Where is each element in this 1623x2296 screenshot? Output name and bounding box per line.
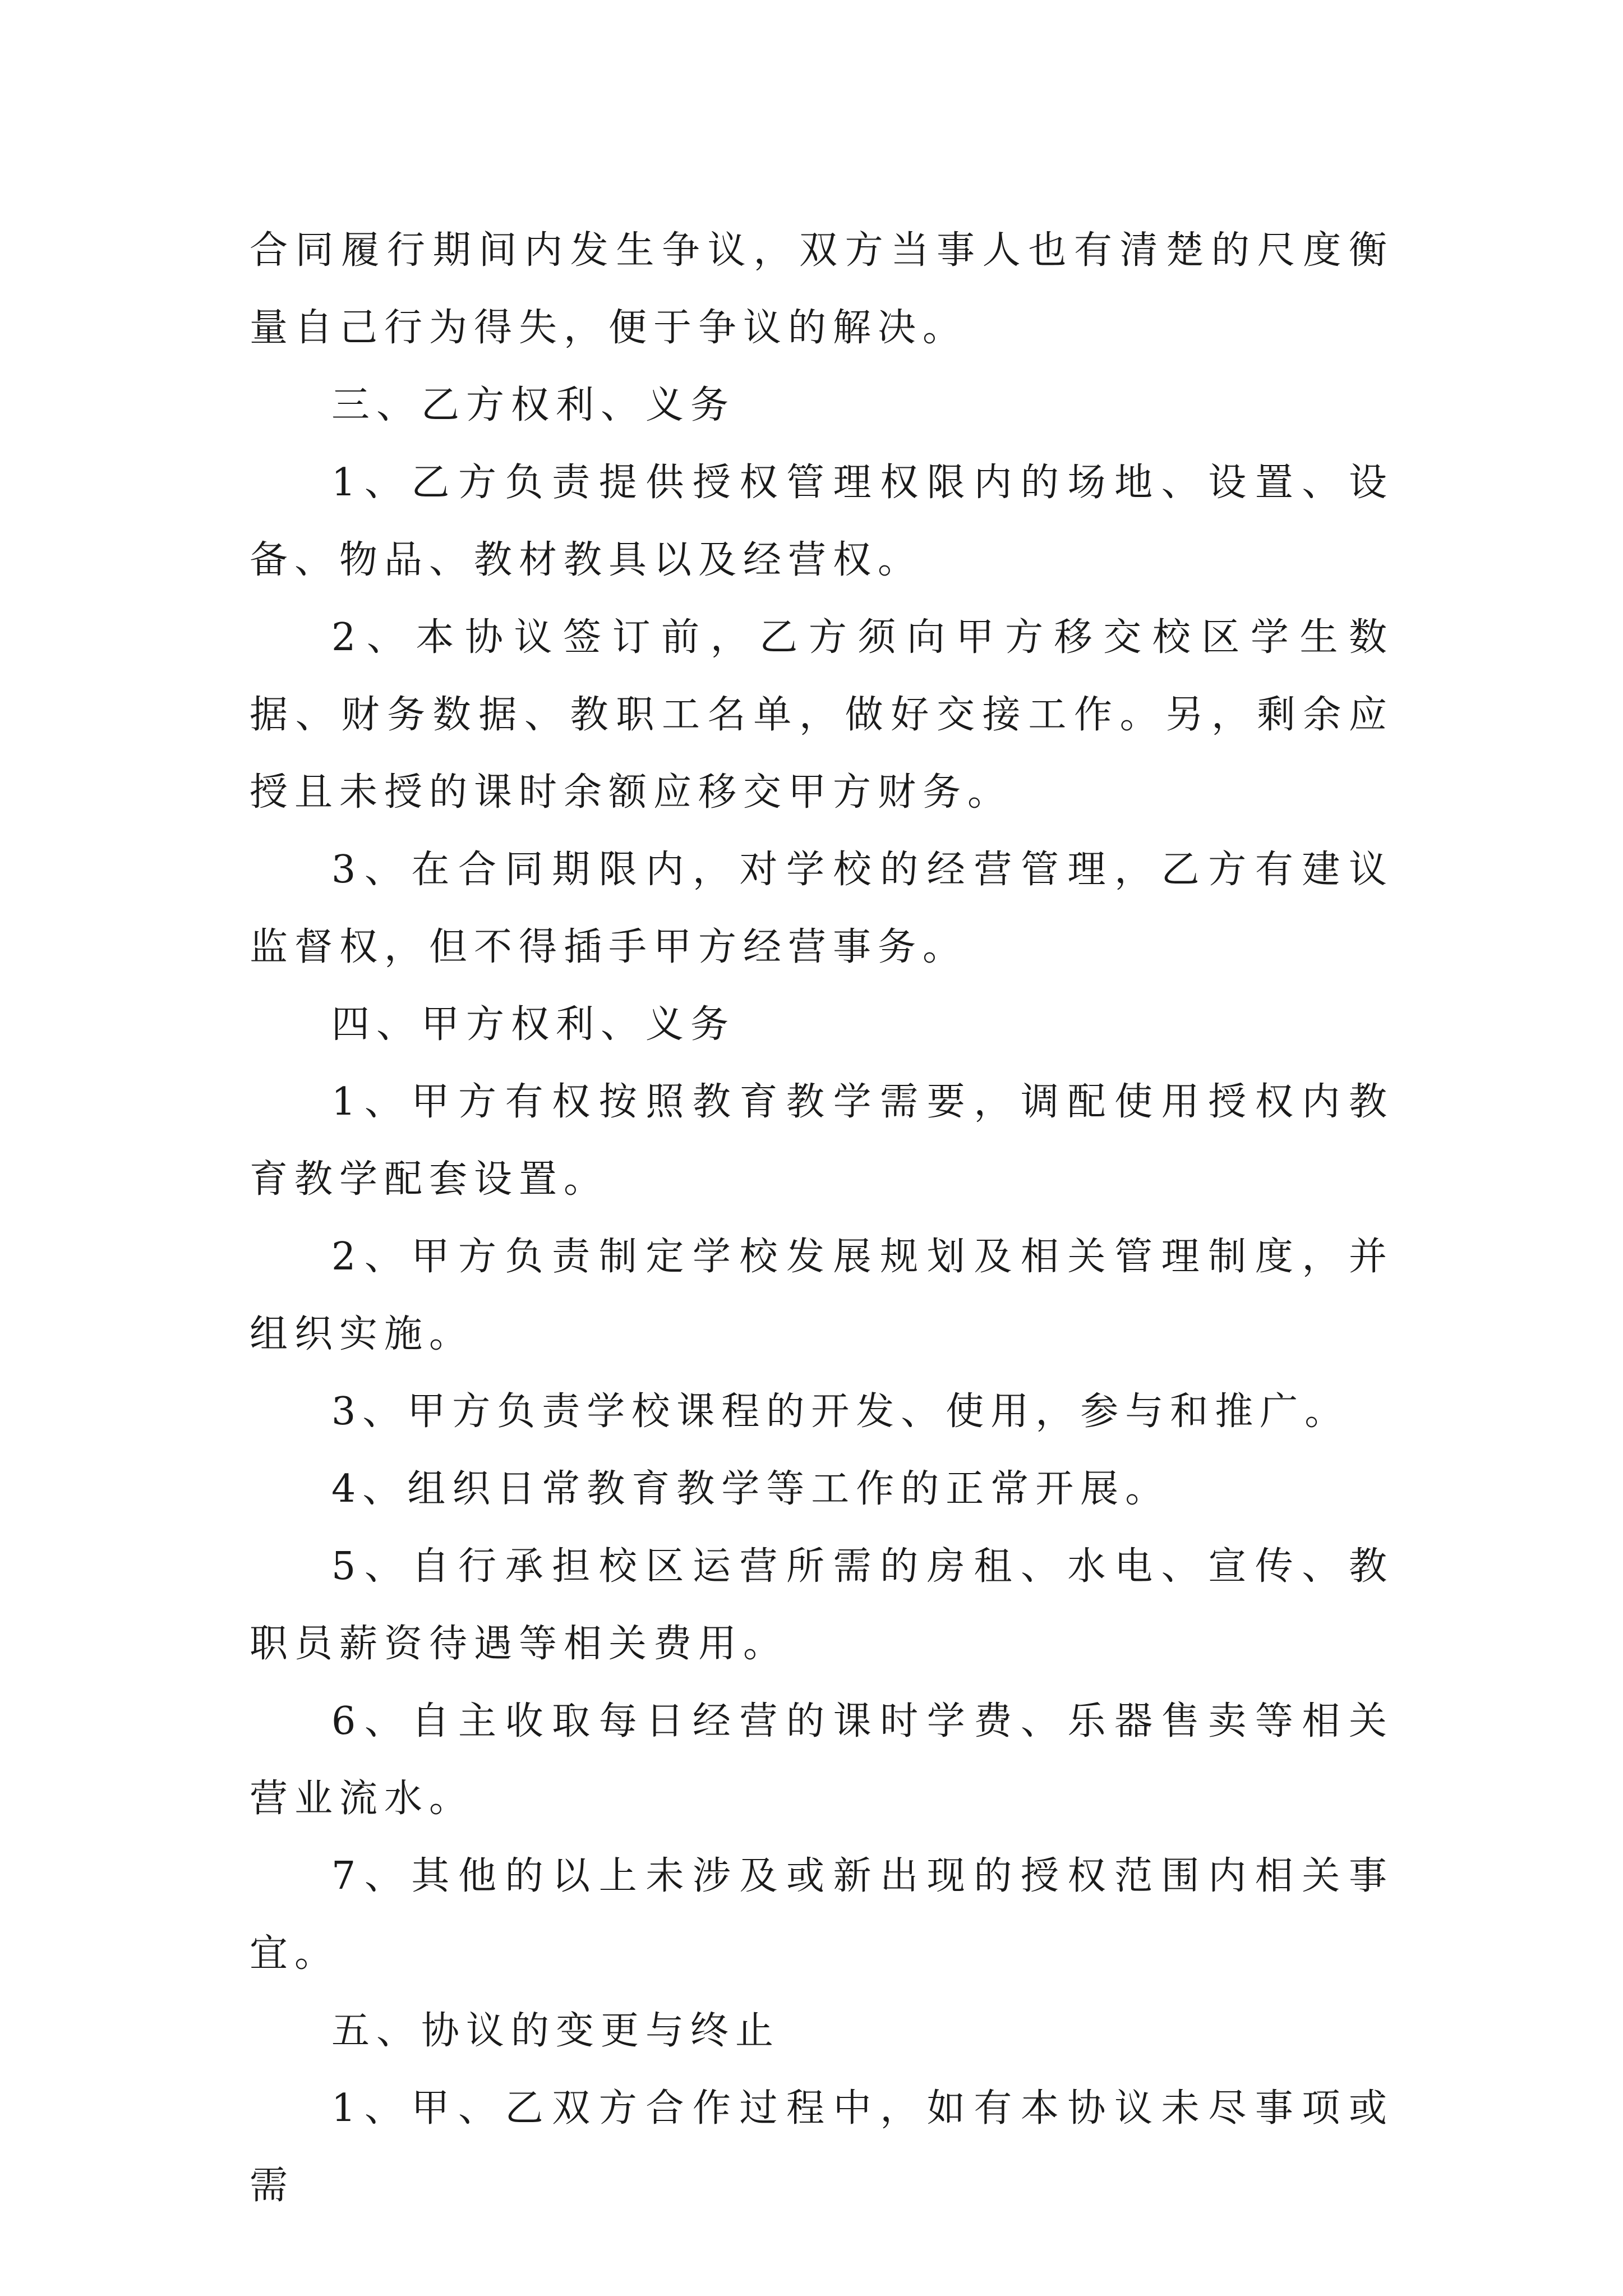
paragraph-party-b-item-2: 2、本协议签订前，乙方须向甲方移交校区学生数据、财务数据、教职工名单，做好交接工作。另，剩余应授且未授的课时余额应移交甲方财务。 [250, 615, 1394, 815]
paragraph-party-a-item-6: 6、自主收取每日经营的课时学费、乐器售卖等相关营业流水。 [250, 1699, 1394, 1821]
paragraph-party-a-item-1: 1、甲方有权按照教育教学需要，调配使用授权内教育教学配套设置。 [250, 1080, 1394, 1202]
paragraph-amendment-item-1: 1、甲、乙双方合作过程中，如有本协议未尽事项或需 [250, 2086, 1394, 2208]
paragraph-party-a-item-5: 5、自行承担校区运营所需的房租、水电、宣传、教职员薪资待遇等相关费用。 [250, 1544, 1394, 1666]
section-heading-party-a-rights: 四、甲方权利、义务 [331, 1002, 736, 1047]
paragraph-party-b-item-1: 1、乙方负责提供授权管理权限内的场地、设置、设备、物品、教材教具以及经营权。 [250, 461, 1394, 582]
section-heading-party-b-rights: 三、乙方权利、义务 [331, 383, 736, 427]
paragraph-party-a-item-7: 7、其他的以上未涉及或新出现的授权范围内相关事宜。 [250, 1854, 1394, 1976]
paragraph-dispute-continuation: 合同履行期间内发生争议，双方当事人也有清楚的尺度衡量自己行为得失，便于争议的解决。 [250, 228, 1394, 350]
paragraph-party-a-item-4: 4、组织日常教育教学等工作的正常开展。 [331, 1467, 1170, 1511]
paragraph-party-a-item-2: 2、甲方负责制定学校发展规划及相关管理制度，并组织实施。 [250, 1235, 1394, 1356]
document-body [250, 212, 1394, 2225]
paragraph-party-b-item-3: 3、在合同期限内，对学校的经营管理，乙方有建议监督权，但不得插手甲方经营事务。 [250, 848, 1394, 969]
paragraph-party-a-item-3: 3、甲方负责学校课程的开发、使用，参与和推广。 [331, 1389, 1350, 1434]
section-heading-amendment-termination: 五、协议的变更与终止 [331, 2009, 781, 2053]
